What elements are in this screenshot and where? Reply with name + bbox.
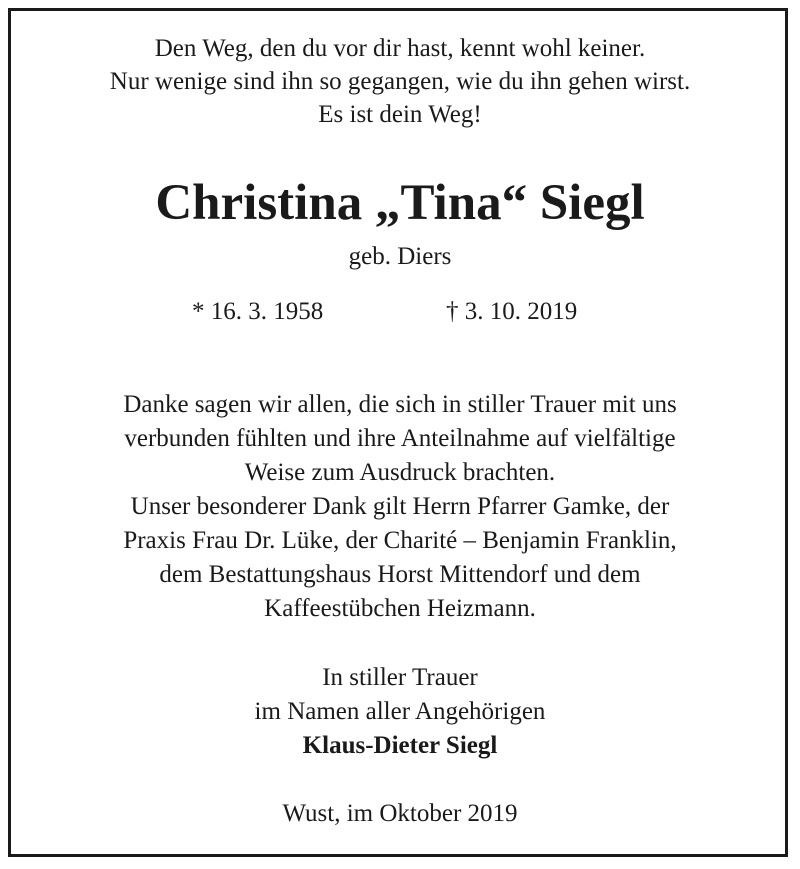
deceased-name: Christina „Tina“ Siegl [155, 175, 645, 231]
signature-line-1: In stiller Trauer [322, 664, 478, 691]
thanks-line-1: Danke sagen wir allen, die sich in stiller Trauer mit uns [123, 391, 677, 418]
birth-date: * 16. 3. 1958 [192, 298, 324, 325]
thanks-line-5: Praxis Frau Dr. Lüke, der Charité – Benjamin Franklin, [123, 527, 677, 554]
signer-name: Klaus-Dieter Siegl [302, 732, 498, 759]
thanks-line-3: Weise zum Ausdruck brachten. [244, 459, 556, 486]
verse-line-1: Den Weg, den du vor dir hast, kennt wohl keiner. [154, 35, 646, 62]
death-date: † 3. 10. 2019 [446, 298, 578, 325]
maiden-name: geb. Diers [348, 243, 452, 270]
thanks-line-4: Unser besonderer Dank gilt Herrn Pfarrer Gamke, der [130, 493, 670, 520]
verse-line-2: Nur wenige sind ihn so gegangen, wie du ihn gehen wirst. [109, 68, 691, 95]
thanks-line-6: dem Bestattungshaus Horst Mittendorf und dem [159, 561, 641, 588]
place-date: Wust, im Oktober 2019 [282, 800, 518, 827]
thanks-line-7: Kaffeestübchen Heizmann. [264, 595, 536, 622]
signature-line-2: im Namen aller Angehörigen [254, 698, 546, 725]
thanks-line-2: verbunden fühlten und ihre Anteilnahme auf vielfältige [124, 425, 676, 452]
verse-line-3: Es ist dein Weg! [318, 101, 482, 128]
life-dates [0, 296, 800, 328]
